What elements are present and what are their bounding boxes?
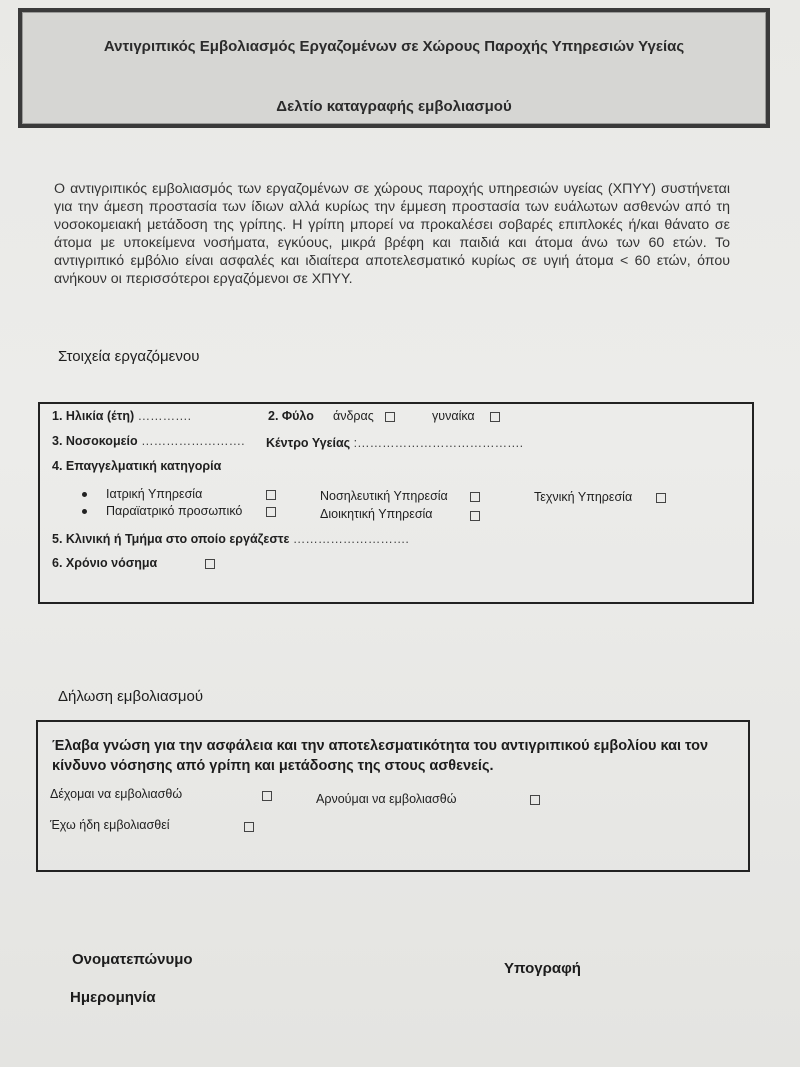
- category-label: [52, 459, 221, 473]
- already-label: Έχω ήδη εμβολιασθεί: [50, 818, 170, 832]
- hospital-label: 3. Νοσοκομείο: [52, 434, 138, 448]
- already-checkbox[interactable]: [244, 822, 254, 832]
- accept-option[interactable]: [50, 787, 182, 801]
- sex-female-option[interactable]: [432, 409, 500, 423]
- signature-label: Υπογραφή: [504, 960, 581, 977]
- sex-female-checkbox[interactable]: [490, 412, 500, 422]
- header-box: [18, 8, 770, 128]
- hospital-dots: …………………….: [141, 434, 245, 448]
- name-label: Ονοματεπώνυμο: [72, 951, 193, 968]
- chronic-checkbox[interactable]: [205, 559, 215, 569]
- category-technical-label: Τεχνική Υπηρεσία: [534, 490, 633, 504]
- form-subtitle: Δελτίο καταγραφής εμβολιασμού: [276, 98, 512, 115]
- clinic-label: 5. Κλινική ή Τμήμα στο οποίο εργάζεστε: [52, 532, 290, 546]
- hospital-field[interactable]: [52, 434, 245, 448]
- intro-paragraph: Ο αντιγριπικός εμβολιασμός των εργαζομένων σε χώρους παροχής υπηρεσιών υγείας (ΧΠΥΥ) συστήνεται για την άμεση προστασία των ίδιων αλλά κυρίως την έμμεση προστασία των ευάλωτων ασθενών από τη νοσοκομειακή μετάδοση της γρίπης. Η γρίπη μπορεί να προκαλέσει σοβαρές επιπλοκές ή/και θάνατο σε άτομα με υποκείμενα νοσήματα, εγκύους, μικρά βρέφη και παιδιά και άτομα άνω των 60 ετών. Το αντιγριπικό εμβόλιο είναι ασφαλές και ιδιαίτερα αποτελεσματικό κυρίως σε υγιή άτομα < 60 ετών, όπου ανήκουν οι περισσότεροι εργαζόμενοι σε ΧΠΥΥ.: [54, 181, 730, 287]
- decline-checkbox[interactable]: [530, 795, 540, 805]
- chronic-field[interactable]: [52, 556, 157, 570]
- bullet-icon: [82, 492, 87, 497]
- health-center-field[interactable]: [266, 436, 523, 450]
- category-label-text: 4. Επαγγελματική κατηγορία: [52, 459, 222, 473]
- clinic-dots: ……………………….: [292, 532, 409, 546]
- category-technical[interactable]: [534, 490, 632, 504]
- category-paramedical-checkbox[interactable]: [266, 507, 276, 517]
- already-option[interactable]: [50, 818, 170, 832]
- date-label: Ημερομηνία: [70, 989, 156, 1006]
- category-nursing[interactable]: [320, 489, 448, 503]
- sex-male-checkbox[interactable]: [385, 412, 395, 422]
- accept-checkbox[interactable]: [262, 791, 272, 801]
- category-medical-checkbox[interactable]: [266, 490, 276, 500]
- category-nursing-label: Νοσηλευτική Υπηρεσία: [320, 489, 448, 503]
- sex-male-label: άνδρας: [333, 409, 374, 423]
- category-admin-checkbox[interactable]: [470, 511, 480, 521]
- health-center-dots: :………………………………….: [353, 436, 524, 450]
- worker-section-heading: Στοιχεία εργαζόμενου: [58, 348, 200, 365]
- age-label: 1. Ηλικία (έτη): [52, 409, 135, 423]
- sex-label: [268, 409, 314, 423]
- clinic-field[interactable]: [52, 532, 409, 546]
- category-technical-checkbox[interactable]: [656, 493, 666, 503]
- health-center-label: Κέντρο Υγείας: [266, 436, 351, 450]
- bullet-icon: [82, 509, 87, 514]
- category-nursing-checkbox[interactable]: [470, 492, 480, 502]
- category-paramedical[interactable]: [106, 504, 242, 518]
- sex-female-label: γυναίκα: [432, 409, 475, 423]
- decline-label: Αρνούμαι να εμβολιασθώ: [316, 792, 457, 806]
- decline-option[interactable]: [316, 792, 456, 806]
- category-paramedical-label: Παραϊατρικό προσωπικό: [106, 504, 243, 518]
- sex-label-text: 2. Φύλο: [268, 409, 314, 423]
- age-field[interactable]: [52, 409, 191, 423]
- age-dots: ………….: [137, 409, 192, 423]
- category-admin[interactable]: [320, 507, 433, 521]
- accept-label: Δέχομαι να εμβολιασθώ: [50, 787, 183, 801]
- chronic-label: 6. Χρόνιο νόσημα: [52, 556, 158, 570]
- sex-male-option[interactable]: [333, 409, 395, 423]
- declaration-statement: Έλαβα γνώση για την ασφάλεια και την αποτελεσματικότητα του αντιγριπικού εμβολίου και τον κίνδυνο νόσησης από γρίπη και μετάδοσης της στους ασθενείς.: [52, 738, 709, 774]
- form-title: Αντιγριπικός Εμβολιασμός Εργαζομένων σε Χώρους Παροχής Υπηρεσιών Υγείας: [103, 38, 685, 55]
- category-admin-label: Διοικητική Υπηρεσία: [320, 507, 433, 521]
- category-medical[interactable]: [106, 487, 202, 501]
- category-medical-label: Ιατρική Υπηρεσία: [106, 487, 203, 501]
- worker-info-box: [38, 402, 754, 604]
- declaration-heading: Δήλωση εμβολιασμού: [58, 688, 204, 705]
